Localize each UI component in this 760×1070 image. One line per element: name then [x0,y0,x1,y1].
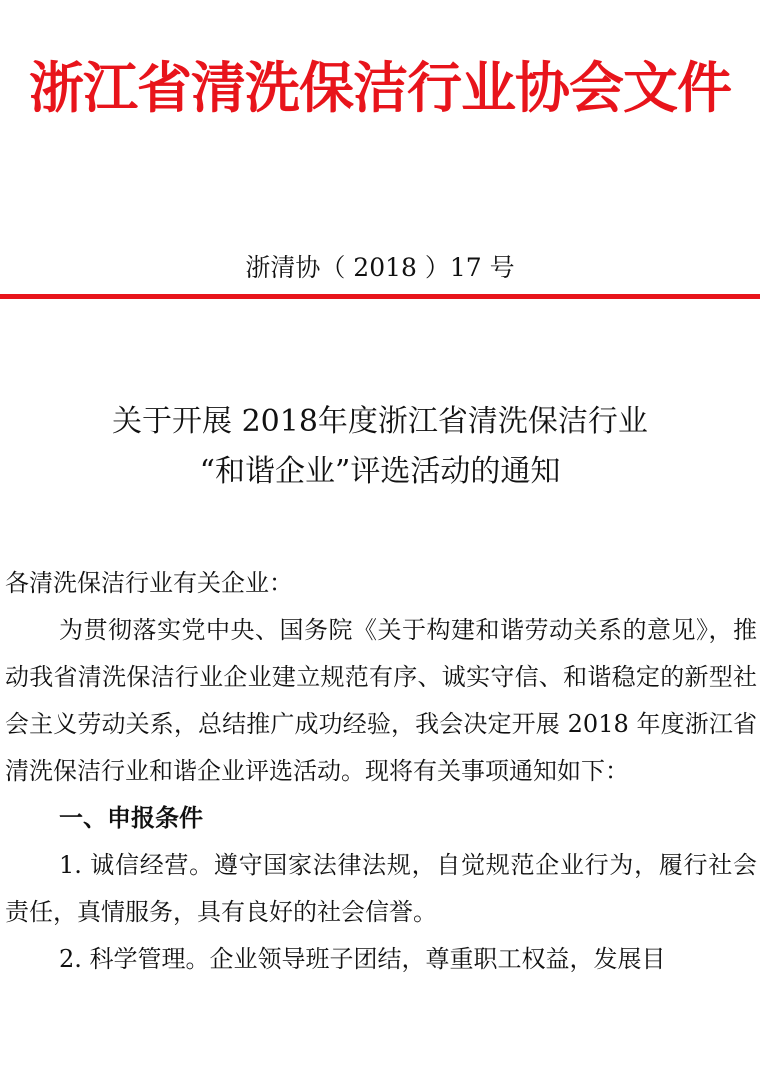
masthead-title: 浙江省清洗保洁行业协会文件 [28,55,731,120]
condition-item-1: 1. 诚信经营。遵守国家法律法规，自觉规范企业行为，履行社会责任，真情服务，具有良好的社会信誉。 [5,851,757,926]
red-divider-line [0,294,760,299]
notice-title [0,397,760,497]
section-heading-conditions: 一、申报条件 [59,804,203,832]
notice-title-line1: 关于开展 2018年度浙江省清洗保洁行业 [112,404,648,439]
document-body [5,560,757,983]
intro-paragraph: 为贯彻落实党中央、国务院《关于构建和谐劳动关系的意见》，推动我省清洗保洁行业企业建立规范有序、诚实守信、和谐稳定的新型社会主义劳动关系，总结推广成功经验，我会决定开展 2018 年度浙江省清洗保洁行业和谐企业评选活动。现将有关事项通知如下： [5,616,757,785]
document-number: 浙清协（ 2018 ）17 号 [245,253,515,282]
notice-title-line2: “和谐企业”评选活动的通知 [199,454,561,489]
salutation: 各清洗保洁行业有关企业： [5,569,293,597]
condition-item-2: 2. 科学管理。企业领导班子团结，尊重职工权益，发展目 [59,945,666,973]
